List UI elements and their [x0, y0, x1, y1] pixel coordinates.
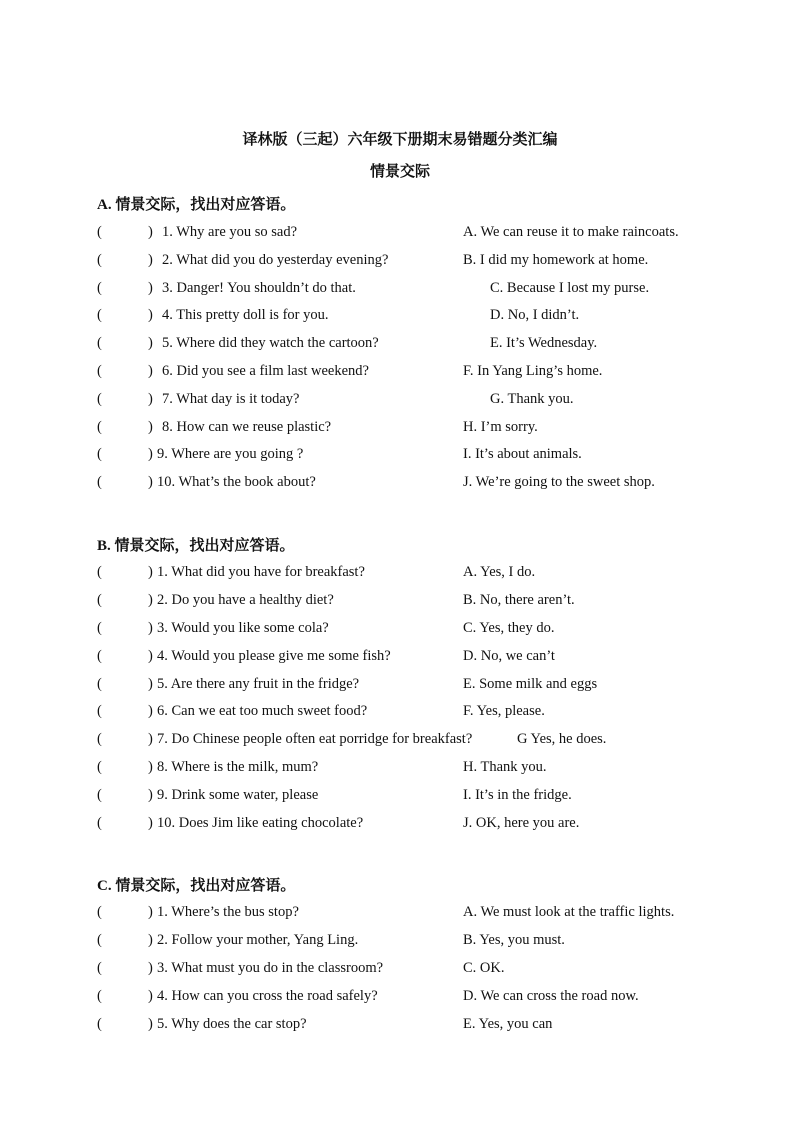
answer-blank-open: (: [97, 620, 102, 636]
answer-blank-open: (: [97, 648, 102, 664]
question-text: 3. What must you do in the classroom?: [157, 960, 384, 976]
answer-blank-open: (: [97, 446, 102, 462]
option-text: I. It’s about animals.: [463, 446, 582, 462]
option-text: J. We’re going to the sweet shop.: [463, 474, 655, 490]
page-subtitle: 情景交际: [369, 164, 430, 180]
answer-blank-close: ): [148, 731, 153, 747]
answer-blank-open: (: [97, 759, 102, 775]
answer-blank-close: ): [148, 252, 153, 268]
answer-blank-open: (: [97, 592, 102, 608]
question-text: 2. Do you have a healthy diet?: [157, 592, 334, 608]
section-a-item-6: [0, 359, 800, 383]
option-text: B. No, there aren’t.: [463, 592, 575, 608]
answer-blank-open: (: [97, 731, 102, 747]
section-a-item-2: [0, 248, 800, 272]
question-text: 8. How can we reuse plastic?: [162, 419, 332, 435]
section-a-heading: A. 情景交际，找出对应答语。: [97, 197, 296, 213]
answer-blank-close: ): [148, 815, 153, 831]
section-b-item-2: [0, 588, 800, 612]
section-a-item-7: [0, 387, 800, 411]
option-text: F. In Yang Ling’s home.: [463, 363, 603, 379]
question-text: 7. Do Chinese people often eat porridge for breakfast?: [157, 731, 473, 747]
answer-blank-open: (: [97, 564, 102, 580]
question-text: 4. Would you please give me some fish?: [157, 648, 391, 664]
section-b-item-4: [0, 644, 800, 668]
option-text: C. Yes, they do.: [463, 620, 555, 636]
answer-blank-close: ): [148, 224, 153, 240]
question-text: 5. Why does the car stop?: [157, 1016, 307, 1032]
option-text: B. Yes, you must.: [463, 932, 565, 948]
section-a-item-4: [0, 303, 800, 327]
section-a-item-3: [0, 276, 800, 300]
answer-blank-close: ): [148, 363, 153, 379]
question-text: 1. Where’s the bus stop?: [157, 904, 299, 920]
question-text: 2. Follow your mother, Yang Ling.: [157, 932, 359, 948]
section-b-item-8: [0, 755, 800, 779]
answer-blank-open: (: [97, 391, 102, 407]
section-b-item-3: [0, 616, 800, 640]
section-c-item-5: [0, 1012, 800, 1036]
question-text: 5. Are there any fruit in the fridge?: [157, 676, 360, 692]
question-text: 5. Where did they watch the cartoon?: [162, 335, 379, 351]
option-text: G Yes, he does.: [517, 731, 607, 747]
answer-blank-close: ): [148, 391, 153, 407]
answer-blank-open: (: [97, 419, 102, 435]
answer-blank-open: (: [97, 960, 102, 976]
option-text: E. Some milk and eggs: [463, 676, 598, 692]
option-text: D. No, we can’t: [463, 648, 555, 664]
answer-blank-open: (: [97, 787, 102, 803]
answer-blank-open: (: [97, 815, 102, 831]
question-text: 1. Why are you so sad?: [162, 224, 298, 240]
answer-blank-open: (: [97, 676, 102, 692]
option-text: I. It’s in the fridge.: [463, 787, 572, 803]
answer-blank-open: (: [97, 474, 102, 490]
answer-blank-close: ): [148, 988, 153, 1004]
section-c-item-3: [0, 956, 800, 980]
section-a-item-5: [0, 331, 800, 355]
option-text: G. Thank you.: [490, 391, 574, 407]
section-b-item-10: [0, 811, 800, 835]
question-text: 1. What did you have for breakfast?: [157, 564, 365, 580]
answer-blank-open: (: [97, 932, 102, 948]
answer-blank-close: ): [148, 1016, 153, 1032]
option-text: B. I did my homework at home.: [463, 252, 649, 268]
section-b-item-5: [0, 672, 800, 696]
answer-blank-close: ): [148, 280, 153, 296]
question-text: 4. This pretty doll is for you.: [162, 307, 329, 323]
section-b-item-9: [0, 783, 800, 807]
section-b-item-1: [0, 560, 800, 584]
answer-blank-close: ): [148, 759, 153, 775]
question-text: 9. Where are you going ?: [157, 446, 304, 462]
answer-blank-close: ): [148, 620, 153, 636]
page-title: 译林版（三起）六年级下册期末易错题分类汇编: [242, 132, 558, 148]
option-text: C. OK.: [463, 960, 505, 976]
option-text: A. Yes, I do.: [463, 564, 536, 580]
answer-blank-close: ): [148, 419, 153, 435]
answer-blank-open: (: [97, 335, 102, 351]
answer-blank-open: (: [97, 703, 102, 719]
answer-blank-close: ): [148, 648, 153, 664]
answer-blank-open: (: [97, 224, 102, 240]
option-text: H. I’m sorry.: [463, 419, 538, 435]
question-text: 3. Would you like some cola?: [157, 620, 329, 636]
answer-blank-open: (: [97, 363, 102, 379]
section-c-item-2: [0, 928, 800, 952]
section-a-item-8: [0, 415, 800, 439]
answer-blank-close: ): [148, 703, 153, 719]
section-b-item-6: [0, 699, 800, 723]
answer-blank-close: ): [148, 446, 153, 462]
section-a-item-1: [0, 220, 800, 244]
answer-blank-open: (: [97, 280, 102, 296]
question-text: 2. What did you do yesterday evening?: [162, 252, 389, 268]
question-text: 7. What day is it today?: [162, 391, 300, 407]
answer-blank-close: ): [148, 564, 153, 580]
question-text: 4. How can you cross the road safely?: [157, 988, 378, 1004]
section-b-item-7: [0, 727, 800, 751]
question-text: 6. Did you see a film last weekend?: [162, 363, 369, 379]
answer-blank-close: ): [148, 904, 153, 920]
option-text: C. Because I lost my purse.: [490, 280, 650, 296]
option-text: D. We can cross the road now.: [463, 988, 639, 1004]
section-a-item-10: [0, 470, 800, 494]
question-text: 10. Does Jim like eating chocolate?: [157, 815, 364, 831]
answer-blank-close: ): [148, 676, 153, 692]
option-text: F. Yes, please.: [463, 703, 545, 719]
answer-blank-open: (: [97, 904, 102, 920]
question-text: 6. Can we eat too much sweet food?: [157, 703, 368, 719]
answer-blank-open: (: [97, 307, 102, 323]
option-text: H. Thank you.: [463, 759, 547, 775]
option-text: J. OK, here you are.: [463, 815, 580, 831]
option-text: A. We can reuse it to make raincoats.: [463, 224, 679, 240]
answer-blank-close: ): [148, 787, 153, 803]
answer-blank-close: ): [148, 474, 153, 490]
answer-blank-close: ): [148, 307, 153, 323]
section-a-item-9: [0, 442, 800, 466]
answer-blank-close: ): [148, 592, 153, 608]
answer-blank-close: ): [148, 932, 153, 948]
question-text: 9. Drink some water, please: [157, 787, 319, 803]
answer-blank-open: (: [97, 1016, 102, 1032]
answer-blank-close: ): [148, 960, 153, 976]
answer-blank-open: (: [97, 252, 102, 268]
question-text: 10. What’s the book about?: [157, 474, 316, 490]
section-c-item-4: [0, 984, 800, 1008]
answer-blank-close: ): [148, 335, 153, 351]
section-c-heading: C. 情景交际，找出对应答语。: [97, 878, 296, 894]
option-text: E. It’s Wednesday.: [490, 335, 598, 351]
section-c-item-1: [0, 900, 800, 924]
question-text: 3. Danger! You shouldn’t do that.: [162, 280, 356, 296]
option-text: A. We must look at the traffic lights.: [463, 904, 675, 920]
option-text: E. Yes, you can: [463, 1016, 553, 1032]
answer-blank-open: (: [97, 988, 102, 1004]
section-b-heading: B. 情景交际，找出对应答语。: [97, 538, 295, 554]
option-text: D. No, I didn’t.: [490, 307, 580, 323]
question-text: 8. Where is the milk, mum?: [157, 759, 319, 775]
